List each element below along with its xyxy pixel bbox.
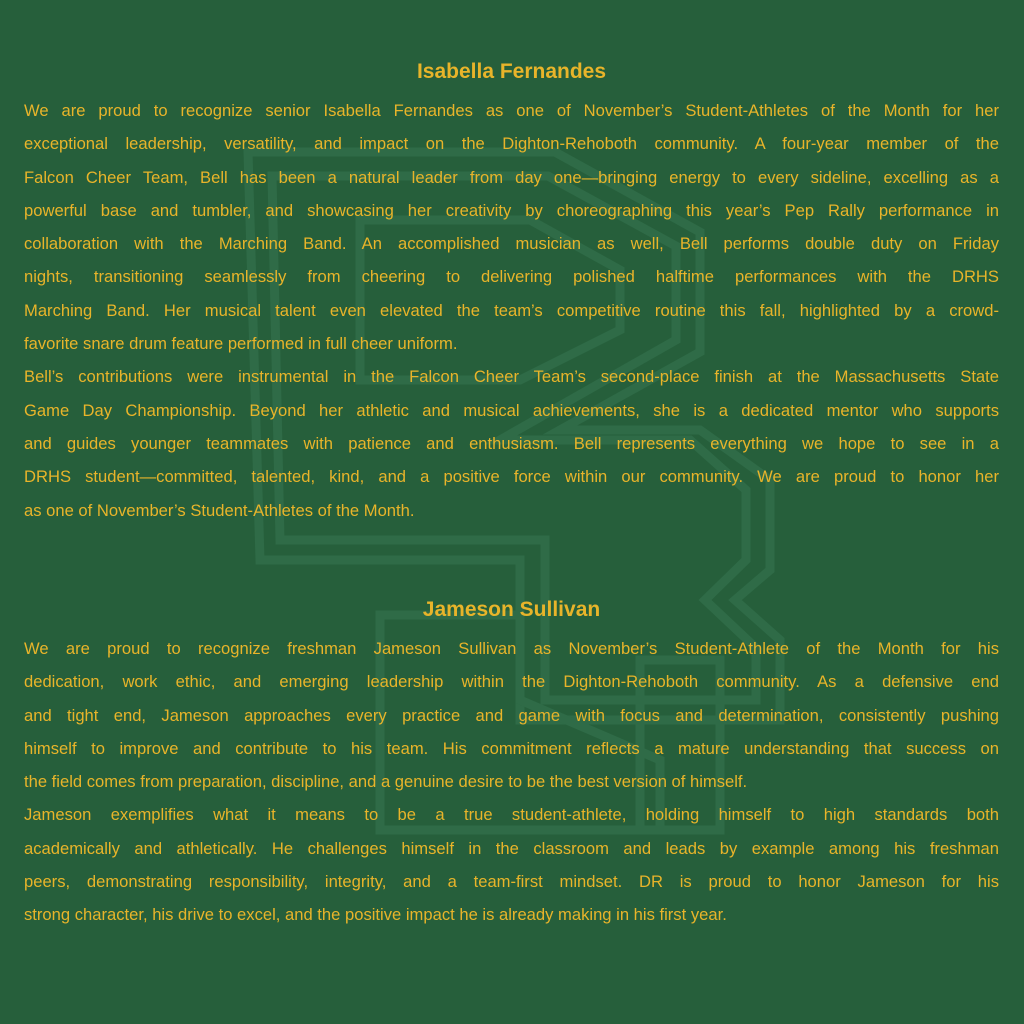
athlete-name-heading: Isabella Fernandes [416, 60, 607, 83]
text-line: himself to improve and contribute to his team. His commitment reflects a mature understanding that success on [24, 738, 999, 758]
text-line: strong character, his drive to excel, and the positive impact he is already making in his first year. [24, 905, 727, 925]
paragraph [24, 798, 999, 931]
text-line: exceptional leadership, versatility, and impact on the Dighton-Rehoboth community. A four-year member of the [24, 134, 999, 154]
paragraph [24, 360, 999, 526]
athlete-section-jameson [24, 595, 999, 932]
paragraph [24, 632, 999, 798]
text-line: nights, transitioning seamlessly from cheering to delivering polished halftime performances with the DRHS [24, 267, 999, 287]
text-line: favorite snare drum feature performed in full cheer uniform. [24, 334, 458, 354]
text-line: academically and athletically. He challenges himself in the classroom and leads by example among his freshman [24, 838, 999, 858]
text-line: peers, demonstrating responsibility, integrity, and a team-first mindset. DR is proud to honor Jameson for his [24, 872, 999, 892]
text-line: powerful base and tumbler, and showcasing her creativity by choreographing this year’s Pep Rally performance in [24, 200, 999, 220]
text-line: Game Day Championship. Beyond her athletic and musical achievements, she is a dedicated mentor who supports [24, 400, 999, 420]
text-line: the field comes from preparation, discipline, and a genuine desire to be the best version of himself. [24, 772, 748, 792]
text-line: We are proud to recognize senior Isabella Fernandes as one of November’s Student-Athletes of the Month for her [24, 101, 999, 120]
text-line: as one of November’s Student-Athletes of the Month. [24, 500, 415, 520]
text-line: and tight end, Jameson approaches every practice and game with focus and determination, consistently pushing [24, 705, 999, 725]
text-line: and guides younger teammates with patience and enthusiasm. Bell represents everything we hope to see in a [24, 433, 999, 453]
text-line: dedication, work ethic, and emerging leadership within the Dighton-Rehoboth community. As a defensive end [24, 672, 999, 692]
text-line: DRHS student—committed, talented, kind, and a positive force within our community. We are proud to honor her [24, 467, 999, 487]
text-line: Jameson exemplifies what it means to be a true student-athlete, holding himself to high standards both [24, 805, 999, 825]
text-line: Falcon Cheer Team, Bell has been a natural leader from day one—bringing energy to every sideline, excelling as a [24, 167, 999, 187]
athlete-section-isabella [24, 57, 999, 527]
text-line: We are proud to recognize freshman Jameson Sullivan as November’s Student-Athlete of the Month for his [24, 639, 999, 658]
text-line: Bell’s contributions were instrumental in the Falcon Cheer Team’s second-place finish at the Massachusetts State [24, 367, 999, 387]
text-line: Marching Band. Her musical talent even elevated the team’s competitive routine this fall, highlighted by a crowd- [24, 300, 999, 320]
text-line: collaboration with the Marching Band. An accomplished musician as well, Bell performs double duty on Friday [24, 234, 999, 254]
athlete-name-heading: Jameson Sullivan [422, 598, 601, 621]
paragraph [24, 94, 999, 360]
